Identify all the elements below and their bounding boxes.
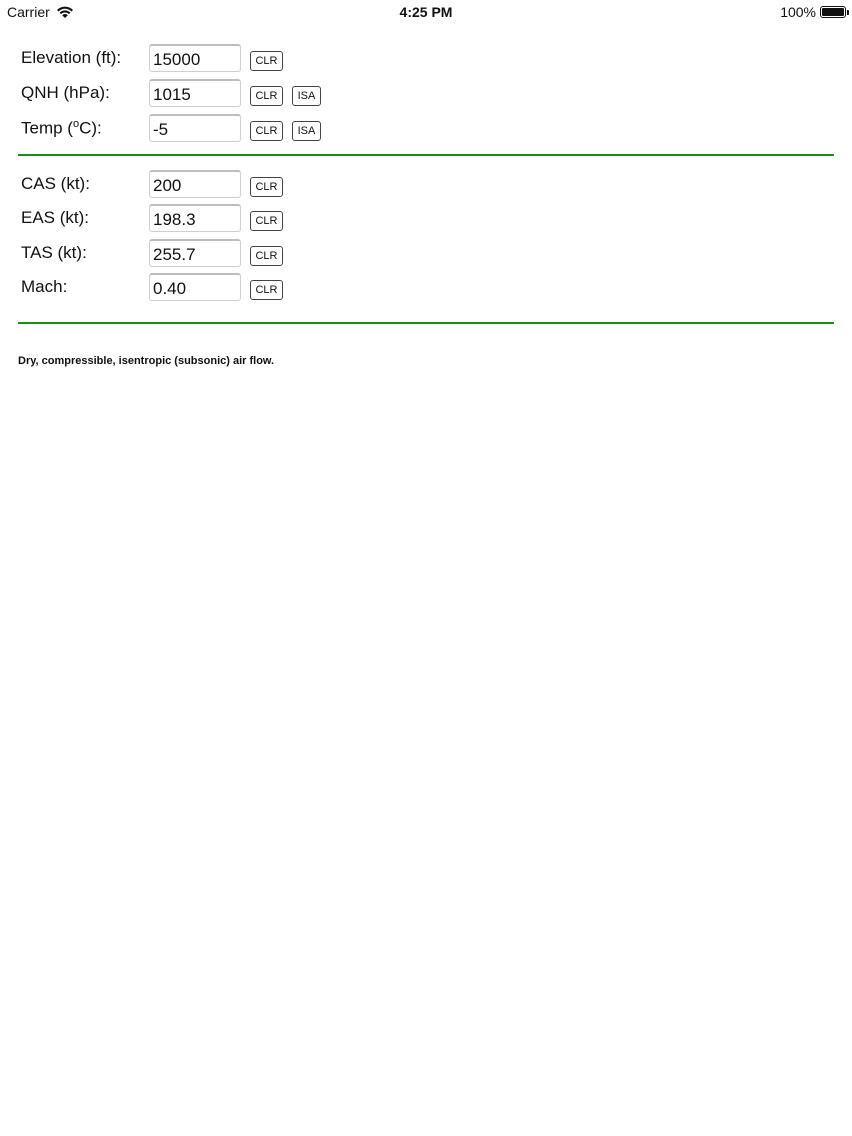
temp-label-prefix: Temp ( xyxy=(21,118,73,138)
section-divider-bottom xyxy=(18,322,834,324)
eas-input[interactable] xyxy=(149,204,241,232)
section-divider-top xyxy=(18,154,834,156)
temp-label-suffix: C): xyxy=(79,118,102,138)
battery-icon xyxy=(820,6,846,18)
status-time: 4:25 PM xyxy=(399,4,453,20)
qnh-clear-button[interactable]: CLR xyxy=(250,86,283,106)
carrier-label: Carrier xyxy=(7,4,50,20)
qnh-input[interactable] xyxy=(149,79,241,107)
battery-indicator xyxy=(780,4,846,20)
cas-input[interactable] xyxy=(149,170,241,198)
tas-label: TAS (kt): xyxy=(21,243,87,262)
elevation-input[interactable] xyxy=(149,44,241,72)
status-bar xyxy=(0,0,852,24)
eas-clear-button[interactable]: CLR xyxy=(250,211,283,231)
mach-row xyxy=(0,273,852,303)
battery-percent: 100% xyxy=(780,4,816,20)
cas-label: CAS (kt): xyxy=(21,174,90,193)
temp-row xyxy=(0,114,852,144)
mach-clear-button[interactable]: CLR xyxy=(250,280,283,300)
elevation-label: Elevation (ft): xyxy=(21,48,122,67)
footnote: Dry, compressible, isentropic (subsonic) air flow. xyxy=(18,355,275,367)
elevation-row xyxy=(0,44,852,74)
temp-clear-button[interactable]: CLR xyxy=(250,121,283,141)
mach-input[interactable] xyxy=(149,273,241,301)
cas-clear-button[interactable]: CLR xyxy=(250,177,283,197)
mach-label: Mach: xyxy=(21,277,68,296)
temp-label-degree: o xyxy=(72,118,80,130)
qnh-isa-button[interactable]: ISA xyxy=(292,86,321,106)
qnh-label: QNH (hPa): xyxy=(21,83,110,102)
tas-clear-button[interactable]: CLR xyxy=(250,246,283,266)
cas-row xyxy=(0,170,852,200)
tas-row xyxy=(0,239,852,269)
qnh-row xyxy=(0,79,852,109)
eas-row xyxy=(0,204,852,234)
temp-input[interactable] xyxy=(149,114,241,142)
temp-isa-button[interactable]: ISA xyxy=(292,121,321,141)
elevation-clear-button[interactable]: CLR xyxy=(250,51,283,71)
eas-label: EAS (kt): xyxy=(21,208,90,227)
temp-label xyxy=(21,118,102,139)
tas-input[interactable] xyxy=(149,239,241,267)
